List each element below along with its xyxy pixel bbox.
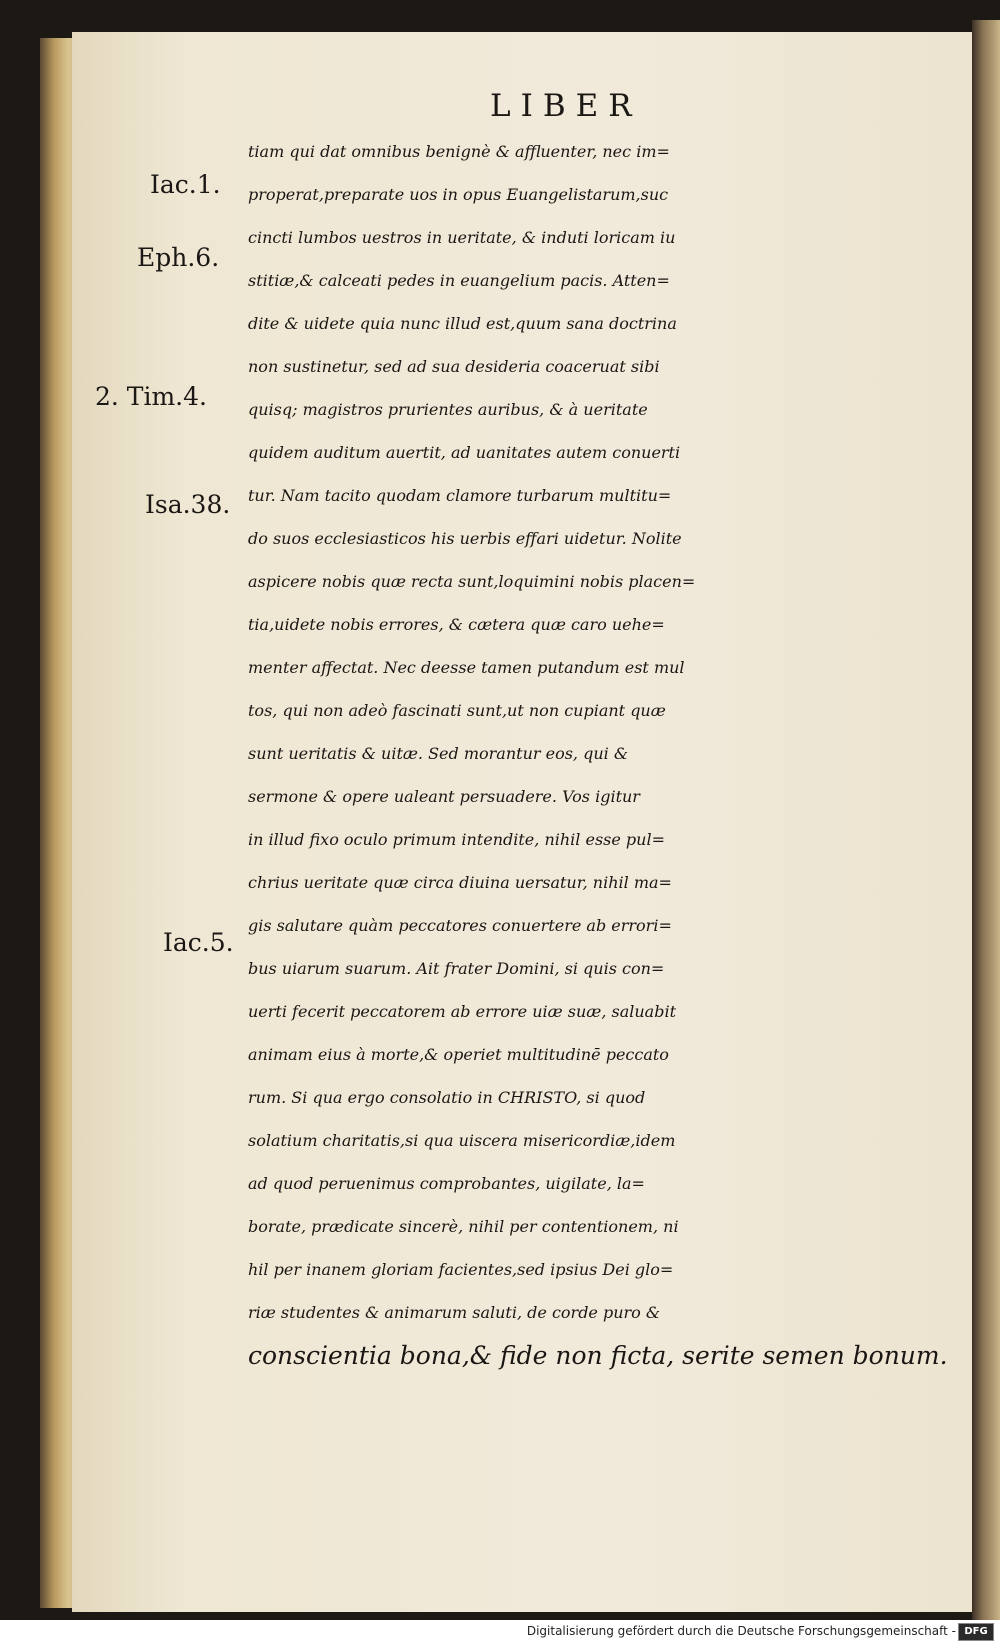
text-line: quidem auditum auertit, ad uanitates autem conuerti <box>248 443 681 462</box>
text-line: properat,preparate uos in opus Euangelistarum,suc <box>248 185 669 204</box>
text-line: riæ studentes & animarum saluti, de corde puro & <box>248 1303 661 1322</box>
text-line: aspicere nobis quæ recta sunt,loquimini nobis placen= <box>248 572 696 591</box>
text-line: menter affectat. Nec deesse tamen putandum est mul <box>248 658 685 677</box>
running-title: LIBER <box>490 88 642 124</box>
margin-note-eph6: Eph.6. <box>137 243 220 272</box>
text-line: ad quod peruenimus comprobantes, uigilate, la= <box>248 1174 645 1193</box>
text-line: dite & uidete quia nunc illud est,quum sana doctrina <box>248 314 677 333</box>
text-line: conscientia bona,& fide non ficta, serite semen bonum. <box>248 1341 948 1370</box>
text-line: tur. Nam tacito quodam clamore turbarum multitu= <box>248 486 672 505</box>
text-line: stitiæ,& calceati pedes in euangelium pacis. Atten= <box>248 271 670 290</box>
text-line: sunt ueritatis & uitæ. Sed morantur eos, qui & <box>248 744 629 763</box>
margin-note-isa38: Isa.38. <box>145 490 231 519</box>
book-right-edge <box>972 20 1000 1620</box>
text-line: tia,uidete nobis errores, & cætera quæ caro uehe= <box>248 615 665 634</box>
text-line: tiam qui dat omnibus benignè & affluenter, nec im= <box>248 142 670 161</box>
footer-bar <box>0 1620 1000 1645</box>
text-line: borate, prædicate sincerè, nihil per contentionem, ni <box>248 1217 679 1236</box>
text-line: chrius ueritate quæ circa diuina uersatur, nihil ma= <box>248 873 672 892</box>
text-line: uerti fecerit peccatorem ab errore uiæ suæ, saluabit <box>248 1002 677 1021</box>
margin-note-iac1: Iac.1. <box>150 170 221 199</box>
text-line: tos, qui non adeò fascinati sunt,ut non cupiant quæ <box>248 701 666 720</box>
margin-note-iac5: Iac.5. <box>163 928 234 957</box>
text-line: in illud fixo oculo primum intendite, nihil esse pul= <box>248 830 665 849</box>
dfg-logo: DFG <box>958 1623 994 1641</box>
text-line: sermone & opere ualeant persuadere. Vos igitur <box>248 787 640 806</box>
text-line: solatium charitatis,si qua uiscera misericordiæ,idem <box>248 1131 676 1150</box>
text-line: bus uiarum suarum. Ait frater Domini, si quis con= <box>248 959 665 978</box>
text-line: quisq; magistros prurientes auribus, & à ueritate <box>248 400 648 419</box>
text-line: non sustinetur, sed ad sua desideria coaceruat sibi <box>248 357 660 376</box>
text-line: gis salutare quàm peccatores conuertere ab errori= <box>248 916 672 935</box>
margin-note-tim4: 2. Tim.4. <box>95 382 207 411</box>
text-line: animam eius à morte,& operiet multitudinē peccato <box>248 1045 669 1064</box>
text-line: do suos ecclesiasticos his uerbis effari uidetur. Nolite <box>248 529 682 548</box>
text-line: cincti lumbos uestros in ueritate, & induti loricam iu <box>248 228 676 247</box>
funding-credit: Digitalisierung gefördert durch die Deutsche Forschungsgemeinschaft - <box>526 1624 956 1638</box>
text-line: hil per inanem gloriam facientes,sed ipsius Dei glo= <box>248 1260 674 1279</box>
text-line: rum. Si qua ergo consolatio in CHRISTO, si quod <box>248 1088 646 1107</box>
